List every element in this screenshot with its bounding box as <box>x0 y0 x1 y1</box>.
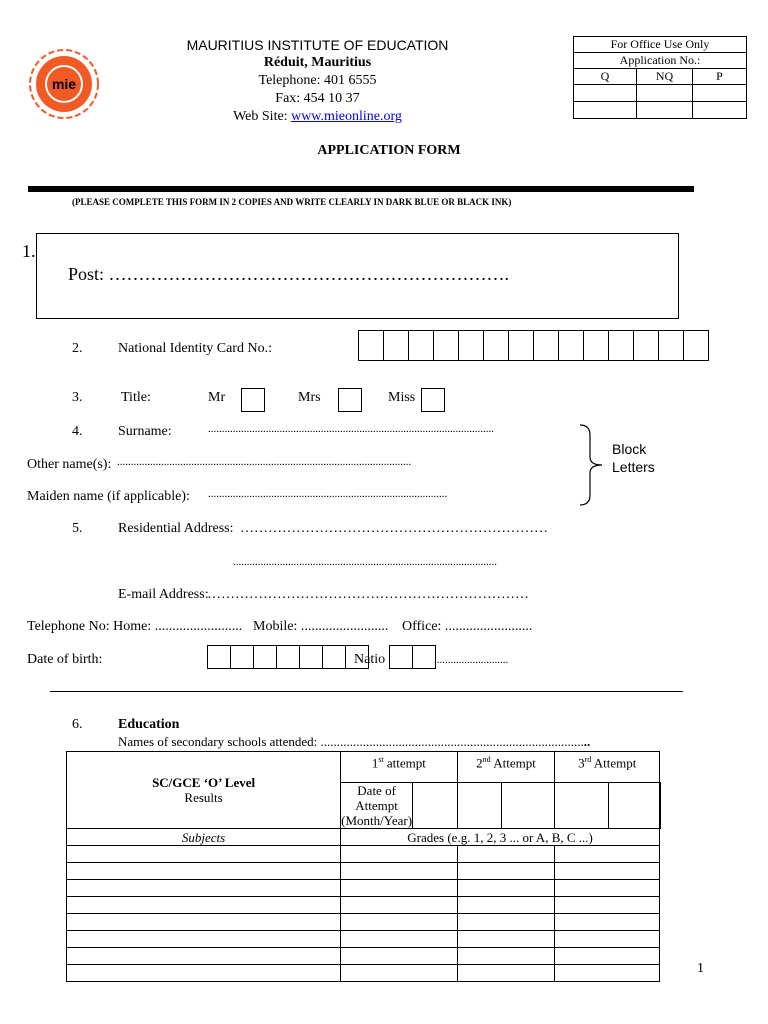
grade-cell[interactable] <box>555 948 660 965</box>
subject-cell[interactable] <box>67 914 341 931</box>
schools-attended-text: Names of secondary schools attended: ................................................................................. <box>118 734 584 749</box>
item-number-1: 1. <box>22 241 36 261</box>
divider-thick <box>28 186 694 192</box>
website-line <box>150 108 485 126</box>
letters-label: Letters <box>612 459 655 475</box>
table-row <box>67 931 661 948</box>
grade-cell[interactable] <box>457 914 555 931</box>
level-header <box>67 752 341 829</box>
website-label: Web Site: <box>233 109 288 124</box>
address-field-1[interactable]: ………………………………………………………… <box>240 521 548 536</box>
table-row <box>67 846 661 863</box>
mrs-label: Mrs <box>298 390 321 405</box>
grade-cell[interactable] <box>555 846 660 863</box>
subjects-label: Subjects <box>67 829 341 846</box>
grade-cell[interactable] <box>341 846 457 863</box>
q-cell[interactable] <box>574 102 637 119</box>
attempt-2-header: 2nd Attempt <box>457 752 555 783</box>
date-cell[interactable] <box>660 783 661 829</box>
other-names-label: Other name(s): <box>27 457 112 472</box>
nq-cell[interactable] <box>637 102 693 119</box>
org-name: MAURITIUS INSTITUTE OF EDUCATION <box>186 37 449 53</box>
maiden-name-label: Maiden name (if applicable): <box>27 489 190 504</box>
table-row <box>67 863 661 880</box>
mr-checkbox[interactable] <box>241 388 265 412</box>
address-label: Residential Address: <box>118 521 234 536</box>
p-cell[interactable] <box>693 85 747 102</box>
subject-cell[interactable] <box>67 965 341 982</box>
maiden-name-field[interactable]: ....................................................................................... <box>208 488 448 500</box>
application-no: Application No.: <box>574 53 747 69</box>
subject-cell[interactable] <box>67 897 341 914</box>
results-label: Results <box>184 790 223 805</box>
miss-checkbox[interactable] <box>421 388 445 412</box>
grade-cell[interactable] <box>341 965 457 982</box>
grade-cell[interactable] <box>555 931 660 948</box>
grade-cell[interactable] <box>457 965 555 982</box>
grade-cell[interactable] <box>555 863 660 880</box>
grade-cell[interactable] <box>555 914 660 931</box>
subject-cell[interactable] <box>67 948 341 965</box>
mie-logo <box>28 48 100 120</box>
item-number-6: 6. <box>72 717 83 732</box>
subject-cell[interactable] <box>67 931 341 948</box>
grade-cell[interactable] <box>457 931 555 948</box>
grade-cell[interactable] <box>457 846 555 863</box>
office-telephone-field[interactable]: Office: ......................... <box>402 619 533 634</box>
date-cell[interactable] <box>608 783 659 829</box>
grades-label: Grades (e.g. 1, 2, 3 ... or A, B, C ...) <box>341 829 660 846</box>
telephone-home-field[interactable]: Telephone No: Home: ......................... <box>27 619 243 634</box>
date-cell[interactable] <box>457 783 502 829</box>
office-use-table <box>573 36 747 119</box>
nationality-label: Natio <box>354 652 386 667</box>
nic-label: National Identity Card No.: <box>118 341 272 356</box>
form-title: APPLICATION FORM <box>317 143 461 158</box>
date-cell[interactable] <box>413 783 458 829</box>
item-number-5: 5. <box>72 521 83 536</box>
mobile-field[interactable]: Mobile: ......................... <box>253 619 389 634</box>
p-cell[interactable] <box>693 102 747 119</box>
dob-label: Date of birth: <box>27 652 103 667</box>
nationality-boxes[interactable] <box>389 645 436 669</box>
logo-text: mie <box>51 76 77 92</box>
subject-cell[interactable] <box>67 863 341 880</box>
other-names-field[interactable]: ........................................................................................................... <box>117 456 412 468</box>
email-field[interactable]: …………………………………………………………… <box>207 587 529 602</box>
grade-cell[interactable] <box>341 914 457 931</box>
attempt-3-header: 3rd Attempt <box>555 752 660 783</box>
q-cell[interactable] <box>574 85 637 102</box>
post-field[interactable]: Post: …………………………………………………………. <box>68 264 510 284</box>
grade-cell[interactable] <box>555 897 660 914</box>
table-row <box>67 948 661 965</box>
location: Réduit, Mauritius <box>263 55 372 70</box>
divider-line <box>50 691 683 692</box>
grade-cell[interactable] <box>457 863 555 880</box>
grade-cell[interactable] <box>457 880 555 897</box>
dob-input-boxes[interactable] <box>207 645 369 669</box>
grade-cell[interactable] <box>341 880 457 897</box>
grade-cell[interactable] <box>457 948 555 965</box>
col-nq: NQ <box>637 69 693 85</box>
office-use-title: For Office Use Only <box>574 37 747 53</box>
date-of-attempt-label: Date of Attempt (Month/Year) <box>341 783 413 828</box>
website-link[interactable]: www.mieonline.org <box>291 109 402 124</box>
telephone: Telephone: 401 6555 <box>258 73 377 88</box>
address-field-2[interactable]: ................................................................................................ <box>233 556 497 568</box>
grade-cell[interactable] <box>555 880 660 897</box>
schools-attended-end: .. <box>583 734 591 749</box>
date-cell[interactable] <box>555 783 608 829</box>
mr-label: Mr <box>208 390 226 405</box>
grade-cell[interactable] <box>457 897 555 914</box>
instructions: (PLEASE COMPLETE THIS FORM IN 2 COPIES AND WRITE CLEARLY IN DARK BLUE OR BLACK INK) <box>72 197 512 207</box>
table-row <box>67 880 661 897</box>
nq-cell[interactable] <box>637 85 693 102</box>
grade-cell[interactable] <box>341 931 457 948</box>
item-number-3: 3. <box>72 390 83 405</box>
education-table <box>66 751 661 982</box>
grade-cell[interactable] <box>555 965 660 982</box>
table-row <box>67 914 661 931</box>
table-row <box>67 965 661 982</box>
item-number-4: 4. <box>72 424 83 439</box>
level-title: SC/GCE ‘O’ Level <box>152 775 256 790</box>
education-heading: Education <box>118 717 180 732</box>
nationality-field[interactable]: ........................... <box>434 654 509 666</box>
grade-cell[interactable] <box>341 863 457 880</box>
col-p: P <box>693 69 747 85</box>
table-row <box>67 897 661 914</box>
surname-field[interactable]: ........................................................................................................ <box>208 423 494 435</box>
subject-cell[interactable] <box>67 846 341 863</box>
mrs-checkbox[interactable] <box>338 388 362 412</box>
title-label: Title: <box>121 390 151 405</box>
email-label: E-mail Address: <box>118 587 209 602</box>
subject-cell[interactable] <box>67 880 341 897</box>
brace-icon <box>578 423 606 507</box>
date-cell[interactable] <box>502 783 555 829</box>
nic-input-boxes[interactable] <box>358 330 709 361</box>
schools-attended-field[interactable] <box>118 734 590 750</box>
col-q: Q <box>574 69 637 85</box>
block-label: Block <box>612 441 647 457</box>
surname-label: Surname: <box>118 424 172 439</box>
attempt-1-header: 1st attempt <box>341 752 457 783</box>
grade-cell[interactable] <box>341 897 457 914</box>
grade-cell[interactable] <box>341 948 457 965</box>
fax: Fax: 454 10 37 <box>275 91 360 106</box>
page-number: 1 <box>697 961 704 976</box>
item-number-2: 2. <box>72 341 83 356</box>
miss-label: Miss <box>388 390 416 405</box>
